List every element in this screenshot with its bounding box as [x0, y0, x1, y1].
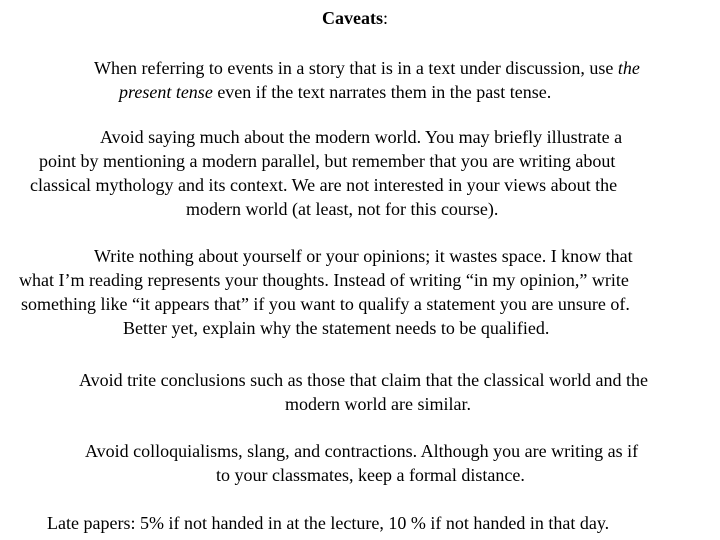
caveats-heading-colon: : [383, 8, 389, 28]
opinions-paragraph-line-4: Better yet, explain why the statement needs to be qualified. [123, 318, 550, 338]
opinions-paragraph-line-2: what I’m reading represents your thoughts. Instead of writing “in my opinion,” write [19, 270, 629, 290]
late-papers-policy: Late papers: 5% if not handed in at the lecture, 10 % if not handed in that day. [47, 513, 610, 533]
modern-world-paragraph-line-4: modern world (at least, not for this course). [186, 199, 499, 219]
caveats-heading [322, 7, 388, 29]
modern-world-paragraph-line-1: Avoid saying much about the modern world. You may briefly illustrate a [100, 127, 623, 147]
caveats-heading-label: Caveats [322, 8, 383, 28]
opinions-paragraph-line-3: something like “it appears that” if you want to qualify a statement you are unsure of. [21, 294, 630, 314]
opinions-paragraph-line-1: Write nothing about yourself or your opinions; it wastes space. I know that [94, 246, 633, 266]
modern-world-paragraph-line-3: classical mythology and its context. We are not interested in your views about the [30, 175, 618, 195]
tense-emphasis-the: the [617, 58, 640, 78]
tense-text-rest: even if the text narrates them in the past tense. [212, 82, 552, 102]
conclusions-paragraph-line-1: Avoid trite conclusions such as those that claim that the classical world and the [79, 370, 649, 390]
tense-emphasis-present-tense: present tense [119, 82, 213, 102]
tense-text: When referring to events in a story that is in a text under discussion, use [94, 58, 618, 78]
tense-paragraph-line-1 [94, 57, 640, 79]
modern-world-paragraph-line-2: point by mentioning a modern parallel, but remember that you are writing about [39, 151, 616, 171]
tense-paragraph-line-2 [119, 81, 551, 103]
conclusions-paragraph-line-2: modern world are similar. [285, 394, 471, 414]
colloquialisms-paragraph-line-2: to your classmates, keep a formal distance. [216, 465, 525, 485]
colloquialisms-paragraph-line-1: Avoid colloquialisms, slang, and contractions. Although you are writing as if [85, 441, 639, 461]
